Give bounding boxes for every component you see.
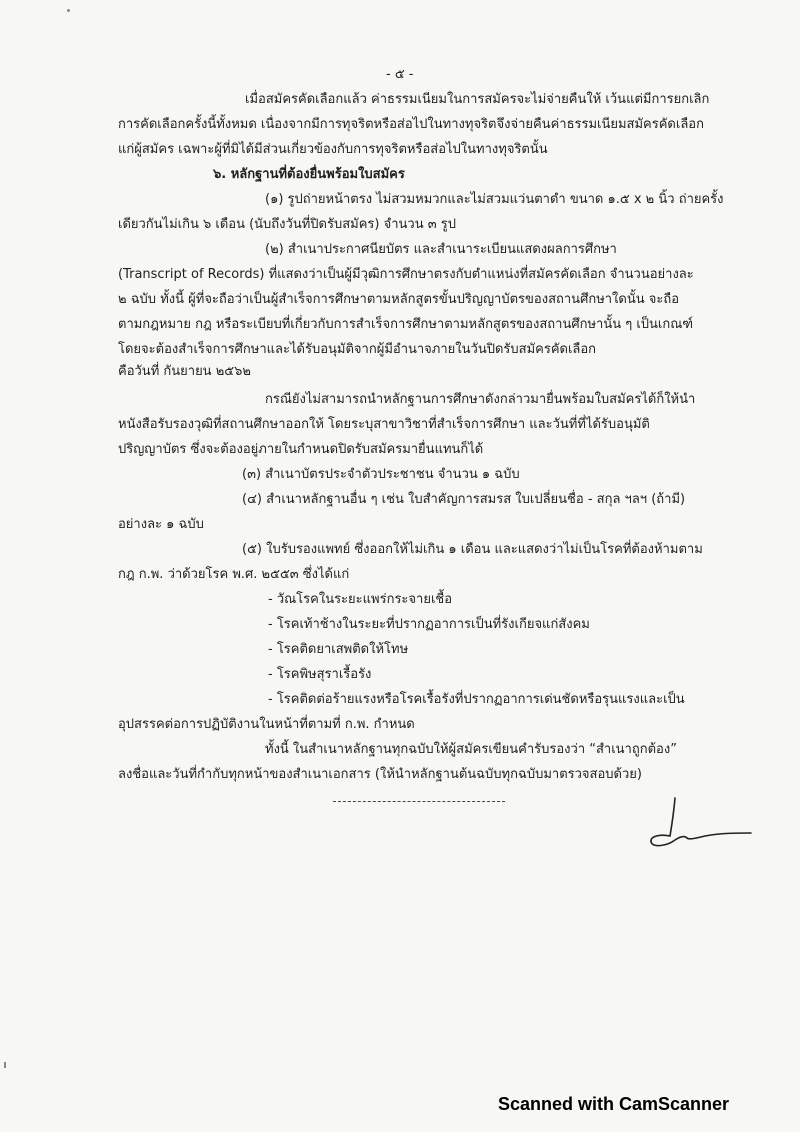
paragraph-line: โดยจะต้องสำเร็จการศึกษาและได้รับอนุมัติจากผู้มีอำนาจภายในวันปิดรับสมัครคัดเลือก: [118, 342, 597, 357]
bullet-item: - โรคติดต่อร้ายแรงหรือโรคเรื้อรังที่ปรากฏอาการเด่นชัดหรือรุนแรงและเป็น: [268, 692, 685, 707]
scan-artifact: [4, 1062, 6, 1068]
list-item: (๒) สำเนาประกาศนียบัตร และสำเนาระเบียนแสดงผลการศึกษา: [265, 242, 617, 257]
paragraph-line: (Transcript of Records) ที่แสดงว่าเป็นผู้มีวุฒิการศึกษาตรงกับตำแหน่งที่สมัครคัดเลือก จำนวนอย่างละ: [118, 267, 694, 282]
list-item: (๑) รูปถ่ายหน้าตรง ไม่สวมหมวกและไม่สวมแว่นตาดำ ขนาด ๑.๕ x ๒ นิ้ว ถ่ายครั้ง: [265, 192, 724, 207]
paragraph-line: ตามกฎหมาย กฎ หรือระเบียบที่เกี่ยวกับการสำเร็จการศึกษาตามหลักสูตรของสถานศึกษานั้น ๆ เป็นเกณฑ์: [118, 317, 694, 332]
section-heading: ๖. หลักฐานที่ต้องยื่นพร้อมใบสมัคร: [213, 167, 405, 182]
list-item: (๕) ใบรับรองแพทย์ ซึ่งออกให้ไม่เกิน ๑ เดือน และแสดงว่าไม่เป็นโรคที่ต้องห้ามตาม: [242, 542, 703, 557]
closing-dashed-line: [333, 801, 505, 802]
scan-speck: [67, 9, 70, 12]
bullet-item: - โรคติดยาเสพติดให้โทษ: [268, 642, 409, 657]
paragraph-line: ๒ ฉบับ ทั้งนี้ ผู้ที่จะถือว่าเป็นผู้สำเร็จการศึกษาตามหลักสูตรขั้นปริญญาบัตรของสถานศึกษาใดนั้น จะถือ: [118, 292, 680, 307]
paragraph-line: คือวันที่ กันยายน ๒๕๖๒: [118, 364, 251, 379]
paragraph-line: เดียวกันไม่เกิน ๖ เดือน (นับถึงวันที่ปิดรับสมัคร) จำนวน ๓ รูป: [118, 217, 456, 232]
paragraph-line: การคัดเลือกครั้งนี้ทั้งหมด เนื่องจากมีการทุจริตหรือส่อไปในทางทุจริตจึงจ่ายคืนค่าธรรมเนียมสมัครคัดเลือก: [118, 117, 704, 132]
paragraph-line: อุปสรรคต่อการปฏิบัติงานในหน้าที่ตามที่ ก.พ. กำหนด: [118, 717, 415, 732]
paragraph-line: เมื่อสมัครคัดเลือกแล้ว ค่าธรรมเนียมในการสมัครจะไม่จ่ายคืนให้ เว้นแต่มีการยกเลิก: [245, 92, 710, 107]
bullet-item: - โรคพิษสุราเรื้อรัง: [268, 667, 372, 682]
bullet-item: - วัณโรคในระยะแพร่กระจายเชื้อ: [268, 592, 453, 607]
paragraph-line: หนังสือรับรองวุฒิที่สถานศึกษาออกให้ โดยระบุสาขาวิชาที่สำเร็จการศึกษา และวันที่ที่ได้รับอนุมัติ: [118, 417, 650, 432]
list-item: (๓) สำเนาบัตรประจำตัวประชาชน จำนวน ๑ ฉบับ: [242, 467, 520, 482]
paragraph-line: ลงชื่อและวันที่กำกับทุกหน้าของสำเนาเอกสาร (ให้นำหลักฐานต้นฉบับทุกฉบับมาตรวจสอบด้วย): [118, 767, 642, 782]
page-number: - ๕ -: [386, 67, 414, 82]
list-item: (๔) สำเนาหลักฐานอื่น ๆ เช่น ใบสำคัญการสมรส ใบเปลี่ยนชื่อ - สกุล ฯลฯ (ถ้ามี): [242, 492, 686, 507]
initials-signature: [645, 792, 755, 852]
paragraph-line: แก่ผู้สมัคร เฉพาะผู้ที่มิได้มีส่วนเกี่ยวข้องกับการทุจริตหรือส่อไปในทางทุจริตนั้น: [118, 142, 548, 157]
bullet-item: - โรคเท้าช้างในระยะที่ปรากฏอาการเป็นที่รังเกียจแก่สังคม: [268, 617, 590, 632]
scanner-watermark: Scanned with CamScanner: [498, 1094, 730, 1114]
paragraph-line: ทั้งนี้ ในสำเนาหลักฐานทุกฉบับให้ผู้สมัครเขียนคำรับรองว่า “สำเนาถูกต้อง”: [265, 742, 677, 757]
paragraph-line: กฎ ก.พ. ว่าด้วยโรค พ.ศ. ๒๕๕๓ ซึ่งได้แก่: [118, 567, 350, 582]
paragraph-line: ปริญญาบัตร ซึ่งจะต้องอยู่ภายในกำหนดปิดรับสมัครมายื่นแทนก็ได้: [118, 442, 484, 457]
paragraph-line: อย่างละ ๑ ฉบับ: [118, 517, 204, 532]
paragraph-line: กรณียังไม่สามารถนำหลักฐานการศึกษาดังกล่าวมายื่นพร้อมใบสมัครได้ก็ให้นำ: [265, 392, 696, 407]
